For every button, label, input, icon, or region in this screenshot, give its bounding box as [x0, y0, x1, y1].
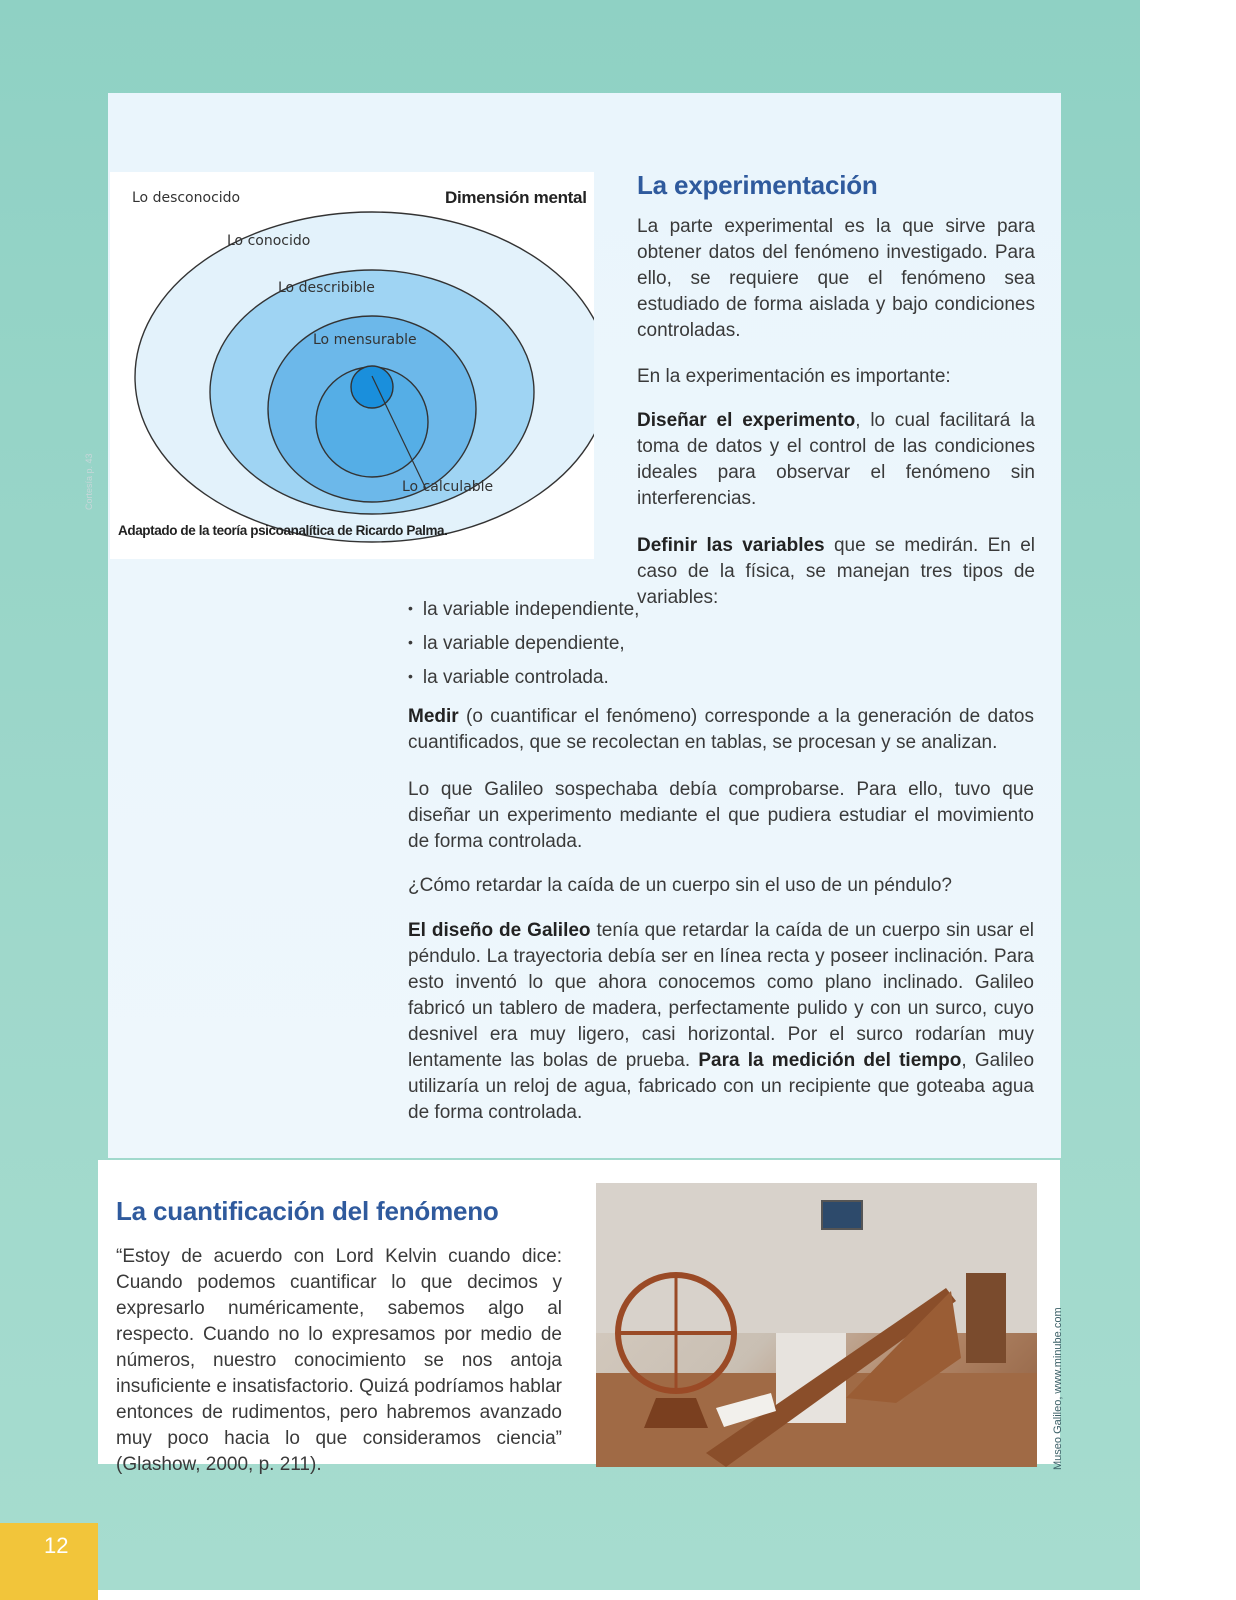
important-paragraph: En la experimentación es importante:: [637, 366, 951, 387]
label-known: Lo conocido: [227, 233, 311, 249]
measure-bold: Medir: [408, 706, 459, 727]
label-unknown: Lo desconocido: [132, 190, 241, 206]
galileo-design-text: tenía que retardar la caída de un cuerpo sin usar el péndulo. La trayectoria debía ser en línea recta y poseer inclinación. Para esto inventó lo que ahora conocemos como plano inclinado. Galileo fabricó un tablero de madera, perfectamente pulido y con un surco, cuyo desnivel era muy ligero, casi horizontal. Por el surco rodarían muy lentamente las bolas de prueba.: [408, 920, 1034, 1071]
list-item: • la variable controlada.: [408, 660, 639, 694]
variables-paragraph: [637, 533, 1035, 611]
design-bold: Diseñar el experimento: [637, 410, 856, 431]
galileo-design-bold: El diseño de Galileo: [408, 920, 591, 941]
label-describable: Lo describible: [278, 280, 375, 296]
photo-credit: Museo Galileo, www.minube.com: [1052, 1307, 1064, 1470]
list-item: • la variable independiente,: [408, 592, 639, 626]
inclined-plane-illustration: [596, 1183, 1037, 1467]
calculable-core: [351, 366, 393, 408]
figure-title: Dimensión mental: [445, 188, 587, 207]
side-credit: Cortesía p. 43: [84, 453, 94, 510]
galileo-paragraph: Lo que Galileo sospechaba debía comprobarse. Para ello, tuvo que diseñar un experimento mediante el que pudiera estudiar el movimiento de forma controlada.: [408, 779, 1034, 852]
variables-text: que se medirán. En el caso de la física, se manejan tres tipos de variables:: [637, 535, 1035, 608]
intro-paragraph: La parte experimental es la que sirve para obtener datos del fenómeno investigado. Para ello, se requiere que el fenómeno sea estudiado de forma aislada y bajo condiciones controladas.: [637, 216, 1035, 341]
museum-photo: [596, 1183, 1037, 1467]
label-measurable: Lo mensurable: [313, 332, 417, 348]
quote-paragraph: “Estoy de acuerdo con Lord Kelvin cuando dice: Cuando podemos cuantificar lo que decimos y expresarlo numéricamente, sabemos algo al respecto. Cuando no lo expresamos por medio de números, nuestro conocimiento se nos antoja insuficiente e insatisfactorio. Quizá podríamos hablar entonces de rudimentos, pero habremos avanzado muy poco hacia lo que consideramos ciencia” (Glashow, 2000, p. 211).: [116, 1246, 562, 1475]
time-text: , Galileo utilizaría un reloj de agua, fabricado con un recipiente que goteaba agua de forma controlada.: [408, 1050, 1035, 1123]
page-number: 12: [44, 1533, 69, 1558]
section-title-experimentation: La experimentación: [637, 170, 878, 200]
list-item: • la variable dependiente,: [408, 626, 639, 660]
label-calculable: Lo calculable: [402, 479, 494, 495]
galileo-design-paragraph: [408, 918, 1034, 1126]
section-title-quantification: La cuantificación del fenómeno: [116, 1196, 499, 1226]
design-text: , lo cual facilitará la toma de datos y el control de las condiciones ideales para observar el fenómeno sin interferencias.: [637, 410, 1035, 509]
question-paragraph: ¿Cómo retardar la caída de un cuerpo sin el uso de un péndulo?: [408, 875, 952, 896]
figure-caption: Adaptado de la teoría psicoanalítica de Ricardo Palma.: [118, 523, 448, 538]
time-bold: Para la medición del tiempo: [698, 1050, 962, 1071]
design-paragraph: [637, 408, 1035, 512]
nested-ellipses-diagram: [110, 172, 594, 559]
measure-paragraph: [408, 704, 1034, 756]
mental-dimension-figure: [110, 172, 594, 559]
variables-list: [408, 592, 639, 694]
variables-bold: Definir las variables: [637, 535, 825, 556]
measure-text: (o cuantificar el fenómeno) corresponde a la generación de datos cuantificados, que se recolectan en tablas, se procesan y se analizan.: [408, 706, 1034, 753]
